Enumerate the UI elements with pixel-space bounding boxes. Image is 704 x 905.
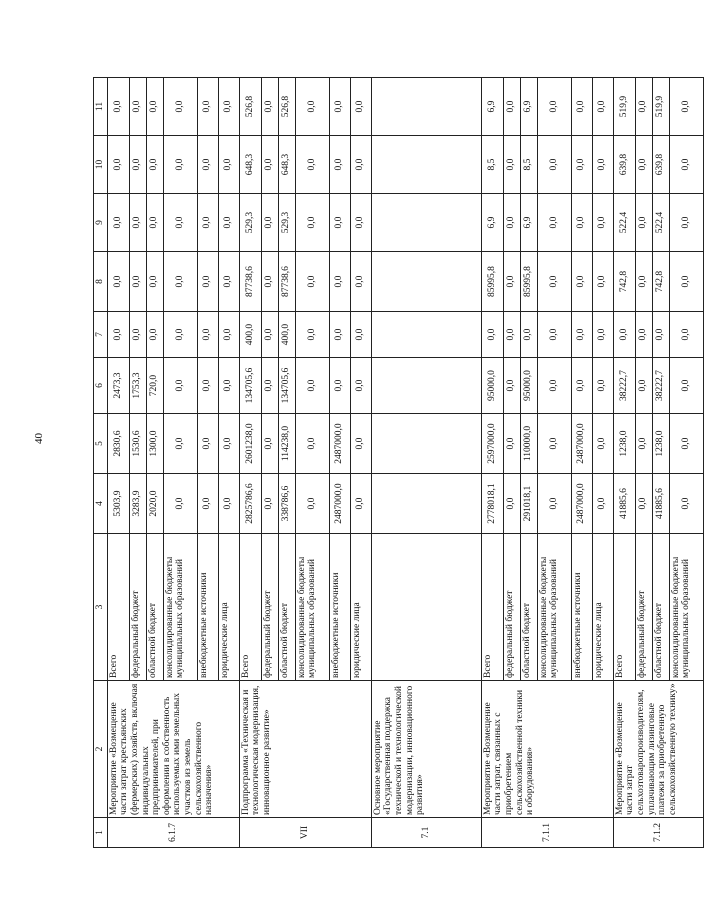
value-cell: 0,0	[295, 136, 329, 194]
value-cell	[371, 194, 481, 252]
item-code: 7.1.2	[613, 818, 703, 848]
value-cell: 648,3	[278, 136, 295, 194]
value-cell: 0,0	[107, 312, 129, 358]
value-cell: 87738,6	[278, 252, 295, 312]
value-cell: 0,0	[350, 78, 371, 136]
value-cell: 0,0	[350, 252, 371, 312]
value-cell: 0,0	[261, 312, 278, 358]
value-cell: 519,9	[613, 78, 635, 136]
value-cell: 6,9	[520, 78, 537, 136]
value-cell: 0,0	[481, 312, 503, 358]
value-cell: 0,0	[197, 474, 218, 534]
value-cell: 0,0	[350, 414, 371, 474]
page-number: 40	[33, 433, 45, 444]
value-cell: 0,0	[218, 252, 239, 312]
value-cell	[371, 414, 481, 474]
value-cell: 0,0	[503, 312, 520, 358]
value-cell: 8,5	[520, 136, 537, 194]
funding-source: внебюджетные источники	[571, 534, 592, 681]
funding-source: Всего	[481, 534, 503, 681]
value-cell: 8,5	[481, 136, 503, 194]
value-cell: 519,9	[652, 78, 669, 136]
value-cell: 0,0	[652, 312, 669, 358]
value-cell: 0,0	[163, 252, 197, 312]
value-cell: 2597000,0	[481, 414, 503, 474]
value-cell: 742,8	[613, 252, 635, 312]
value-cell: 0,0	[537, 358, 571, 414]
value-cell: 114238,0	[278, 414, 295, 474]
funding-source: Всего	[613, 534, 635, 681]
table-row	[107, 78, 129, 848]
value-cell: 0,0	[261, 136, 278, 194]
value-cell: 0,0	[669, 136, 703, 194]
value-cell: 0,0	[329, 252, 350, 312]
value-cell: 0,0	[571, 136, 592, 194]
value-cell: 0,0	[329, 78, 350, 136]
value-cell	[371, 312, 481, 358]
value-cell: 1300,0	[146, 414, 163, 474]
value-cell: 0,0	[295, 78, 329, 136]
value-cell: 0,0	[329, 194, 350, 252]
value-cell: 0,0	[163, 78, 197, 136]
value-cell: 0,0	[592, 194, 613, 252]
table-body	[107, 78, 703, 848]
value-cell: 0,0	[520, 312, 537, 358]
value-cell: 648,3	[239, 136, 261, 194]
value-cell: 0,0	[537, 78, 571, 136]
value-cell: 0,0	[592, 78, 613, 136]
value-cell: 0,0	[129, 194, 146, 252]
value-cell: 0,0	[537, 252, 571, 312]
value-cell: 0,0	[635, 358, 652, 414]
value-cell: 1530,6	[129, 414, 146, 474]
value-cell: 0,0	[503, 252, 520, 312]
value-cell	[371, 136, 481, 194]
value-cell: 0,0	[635, 312, 652, 358]
item-code: 7.1.1	[481, 818, 613, 848]
value-cell: 0,0	[669, 252, 703, 312]
value-cell: 85995,8	[520, 252, 537, 312]
value-cell: 0,0	[261, 414, 278, 474]
value-cell: 0,0	[295, 312, 329, 358]
value-cell: 0,0	[571, 252, 592, 312]
value-cell: 0,0	[197, 312, 218, 358]
value-cell: 2473,3	[107, 358, 129, 414]
value-cell: 0,0	[295, 474, 329, 534]
value-cell: 6,9	[481, 78, 503, 136]
value-cell: 0,0	[503, 136, 520, 194]
value-cell: 41885,6	[613, 474, 635, 534]
value-cell: 0,0	[571, 78, 592, 136]
value-cell: 2020,0	[146, 474, 163, 534]
value-cell: 0,0	[218, 136, 239, 194]
value-cell: 0,0	[503, 194, 520, 252]
value-cell: 0,0	[107, 78, 129, 136]
value-cell: 1238,0	[613, 414, 635, 474]
value-cell: 134705,6	[239, 358, 261, 414]
value-cell: 85995,8	[481, 252, 503, 312]
value-cell: 529,3	[239, 194, 261, 252]
item-code: 7.1	[371, 818, 481, 848]
value-cell: 0,0	[218, 194, 239, 252]
value-cell: 0,0	[261, 78, 278, 136]
funding-source	[371, 534, 481, 681]
value-cell: 0,0	[635, 252, 652, 312]
value-cell: 0,0	[537, 414, 571, 474]
value-cell: 0,0	[635, 136, 652, 194]
value-cell: 0,0	[592, 252, 613, 312]
funding-source: областной бюджет	[520, 534, 537, 681]
item-code: 6.1.7	[107, 818, 239, 848]
header-row	[94, 78, 108, 848]
value-cell: 0,0	[635, 414, 652, 474]
value-cell: 522,4	[613, 194, 635, 252]
funding-source: федеральный бюджет	[503, 534, 520, 681]
value-cell: 0,0	[218, 414, 239, 474]
value-cell: 0,0	[571, 358, 592, 414]
table-row	[481, 78, 503, 848]
value-cell: 0,0	[261, 474, 278, 534]
value-cell: 0,0	[295, 414, 329, 474]
value-cell: 742,8	[652, 252, 669, 312]
value-cell: 0,0	[669, 474, 703, 534]
value-cell: 0,0	[197, 252, 218, 312]
value-cell: 2487000,0	[571, 414, 592, 474]
value-cell	[371, 252, 481, 312]
value-cell: 0,0	[503, 358, 520, 414]
value-cell: 2601238,0	[239, 414, 261, 474]
value-cell: 0,0	[635, 194, 652, 252]
value-cell: 0,0	[669, 358, 703, 414]
value-cell: 0,0	[503, 78, 520, 136]
value-cell: 0,0	[503, 474, 520, 534]
value-cell: 0,0	[163, 136, 197, 194]
value-cell: 95000,0	[481, 358, 503, 414]
value-cell: 639,8	[613, 136, 635, 194]
value-cell: 0,0	[261, 358, 278, 414]
value-cell: 720,0	[146, 358, 163, 414]
value-cell: 0,0	[218, 312, 239, 358]
value-cell: 0,0	[669, 194, 703, 252]
value-cell: 0,0	[261, 194, 278, 252]
funding-source: консолидированные бюджеты муниципальных образований	[163, 534, 197, 681]
funding-source: консолидированные бюджеты муниципальных образований	[537, 534, 571, 681]
column-header: 4	[94, 474, 108, 534]
value-cell	[371, 78, 481, 136]
value-cell: 0,0	[197, 358, 218, 414]
value-cell: 0,0	[329, 312, 350, 358]
column-header: 9	[94, 194, 108, 252]
value-cell: 0,0	[592, 358, 613, 414]
value-cell: 0,0	[503, 414, 520, 474]
value-cell: 338786,6	[278, 474, 295, 534]
value-cell: 1753,3	[129, 358, 146, 414]
column-header: 1	[94, 818, 108, 848]
budget-table-sheet	[93, 78, 692, 848]
value-cell: 41885,6	[652, 474, 669, 534]
value-cell: 0,0	[129, 312, 146, 358]
column-header: 8	[94, 252, 108, 312]
value-cell: 2830,6	[107, 414, 129, 474]
value-cell: 0,0	[261, 252, 278, 312]
value-cell: 0,0	[295, 252, 329, 312]
value-cell: 0,0	[146, 78, 163, 136]
value-cell: 0,0	[350, 358, 371, 414]
item-code: VII	[239, 818, 371, 848]
value-cell: 0,0	[329, 136, 350, 194]
value-cell: 0,0	[146, 136, 163, 194]
value-cell: 0,0	[197, 78, 218, 136]
value-cell: 0,0	[571, 312, 592, 358]
value-cell: 0,0	[146, 194, 163, 252]
value-cell: 0,0	[129, 252, 146, 312]
value-cell: 0,0	[635, 474, 652, 534]
value-cell: 0,0	[107, 194, 129, 252]
value-cell: 0,0	[107, 252, 129, 312]
funding-source: внебюджетные источники	[197, 534, 218, 681]
value-cell: 0,0	[163, 474, 197, 534]
column-header: 5	[94, 414, 108, 474]
value-cell: 0,0	[669, 414, 703, 474]
value-cell: 0,0	[218, 474, 239, 534]
value-cell: 0,0	[163, 194, 197, 252]
value-cell: 0,0	[537, 312, 571, 358]
value-cell: 0,0	[218, 78, 239, 136]
value-cell: 0,0	[295, 194, 329, 252]
value-cell: 0,0	[537, 474, 571, 534]
value-cell: 0,0	[146, 312, 163, 358]
value-cell: 2487000,0	[571, 474, 592, 534]
funding-source: юридические лица	[218, 534, 239, 681]
table-row	[371, 78, 481, 848]
column-header: 2	[94, 681, 108, 818]
value-cell: 529,3	[278, 194, 295, 252]
value-cell: 400,0	[239, 312, 261, 358]
value-cell: 6,9	[481, 194, 503, 252]
value-cell: 0,0	[163, 312, 197, 358]
value-cell: 526,8	[278, 78, 295, 136]
value-cell: 639,8	[652, 136, 669, 194]
value-cell: 6,9	[520, 194, 537, 252]
value-cell: 1238,0	[652, 414, 669, 474]
value-cell	[371, 474, 481, 534]
value-cell: 38222,7	[613, 358, 635, 414]
value-cell: 87738,6	[239, 252, 261, 312]
value-cell: 0,0	[350, 474, 371, 534]
value-cell: 0,0	[592, 474, 613, 534]
value-cell: 0,0	[571, 194, 592, 252]
column-header: 6	[94, 358, 108, 414]
budget-table	[93, 77, 704, 848]
funding-source: федеральный бюджет	[261, 534, 278, 681]
funding-source: областной бюджет	[278, 534, 295, 681]
item-title: Мероприятие «Возмещение части затрат, связанных с приобретением сельскохозяйственной техники и оборудования»	[481, 681, 613, 818]
funding-source: федеральный бюджет	[129, 534, 146, 681]
value-cell: 2487000,0	[329, 474, 350, 534]
value-cell: 0,0	[329, 358, 350, 414]
value-cell: 0,0	[197, 136, 218, 194]
value-cell: 0,0	[197, 194, 218, 252]
value-cell: 110000,0	[520, 414, 537, 474]
value-cell: 0,0	[350, 194, 371, 252]
funding-source: Всего	[239, 534, 261, 681]
value-cell: 0,0	[669, 312, 703, 358]
value-cell: 0,0	[537, 194, 571, 252]
value-cell: 0,0	[107, 136, 129, 194]
item-title: Мероприятие «Возмещение части затрат крестьянских (фермерских) хозяйств, включая индивидуальных предпринимателей, при оформлении в собственность используемых ими земельных участков из земель сельскохозяйственного назначения»	[107, 681, 239, 818]
value-cell	[371, 358, 481, 414]
funding-source: федеральный бюджет	[635, 534, 652, 681]
value-cell: 0,0	[197, 414, 218, 474]
value-cell: 0,0	[592, 312, 613, 358]
value-cell: 0,0	[163, 358, 197, 414]
value-cell: 0,0	[163, 414, 197, 474]
column-header: 3	[94, 534, 108, 681]
value-cell: 0,0	[592, 136, 613, 194]
value-cell: 400,0	[278, 312, 295, 358]
table-row	[613, 78, 635, 848]
value-cell: 0,0	[129, 136, 146, 194]
funding-source: юридические лица	[592, 534, 613, 681]
item-title: Основное мероприятие «Государственная поддержка технической и технологической модернизации, инновационного развития»	[371, 681, 481, 818]
value-cell: 2487000,0	[329, 414, 350, 474]
funding-source: внебюджетные источники	[329, 534, 350, 681]
value-cell: 2825786,6	[239, 474, 261, 534]
value-cell: 0,0	[613, 312, 635, 358]
value-cell: 0,0	[635, 78, 652, 136]
value-cell: 0,0	[146, 252, 163, 312]
column-header: 11	[94, 78, 108, 136]
funding-source: консолидированные бюджеты муниципальных образований	[295, 534, 329, 681]
funding-source: консолидированные бюджеты муниципальных образований	[669, 534, 703, 681]
value-cell: 134705,6	[278, 358, 295, 414]
value-cell: 526,8	[239, 78, 261, 136]
value-cell: 0,0	[218, 358, 239, 414]
value-cell: 0,0	[350, 312, 371, 358]
column-header: 10	[94, 136, 108, 194]
value-cell: 0,0	[295, 358, 329, 414]
funding-source: Всего	[107, 534, 129, 681]
item-title: Мероприятие «Возмещение части затрат сельхозтоваропроизводителям, уплачивающим лизинговые платежи за приобретенную сельскохозяйственную технику»	[613, 681, 703, 818]
column-header: 7	[94, 312, 108, 358]
item-title: Подпрограмма «Техническая и технологическая модернизация, инновационное развитие»	[239, 681, 371, 818]
value-cell: 5303,9	[107, 474, 129, 534]
value-cell: 95000,0	[520, 358, 537, 414]
value-cell: 2778018,1	[481, 474, 503, 534]
funding-source: областной бюджет	[146, 534, 163, 681]
value-cell: 291018,1	[520, 474, 537, 534]
value-cell: 0,0	[537, 136, 571, 194]
value-cell: 0,0	[669, 78, 703, 136]
funding-source: юридические лица	[350, 534, 371, 681]
value-cell: 522,4	[652, 194, 669, 252]
value-cell: 0,0	[350, 136, 371, 194]
value-cell: 38222,7	[652, 358, 669, 414]
funding-source: областной бюджет	[652, 534, 669, 681]
value-cell: 3283,9	[129, 474, 146, 534]
table-row	[239, 78, 261, 848]
value-cell: 0,0	[129, 78, 146, 136]
value-cell: 0,0	[592, 414, 613, 474]
